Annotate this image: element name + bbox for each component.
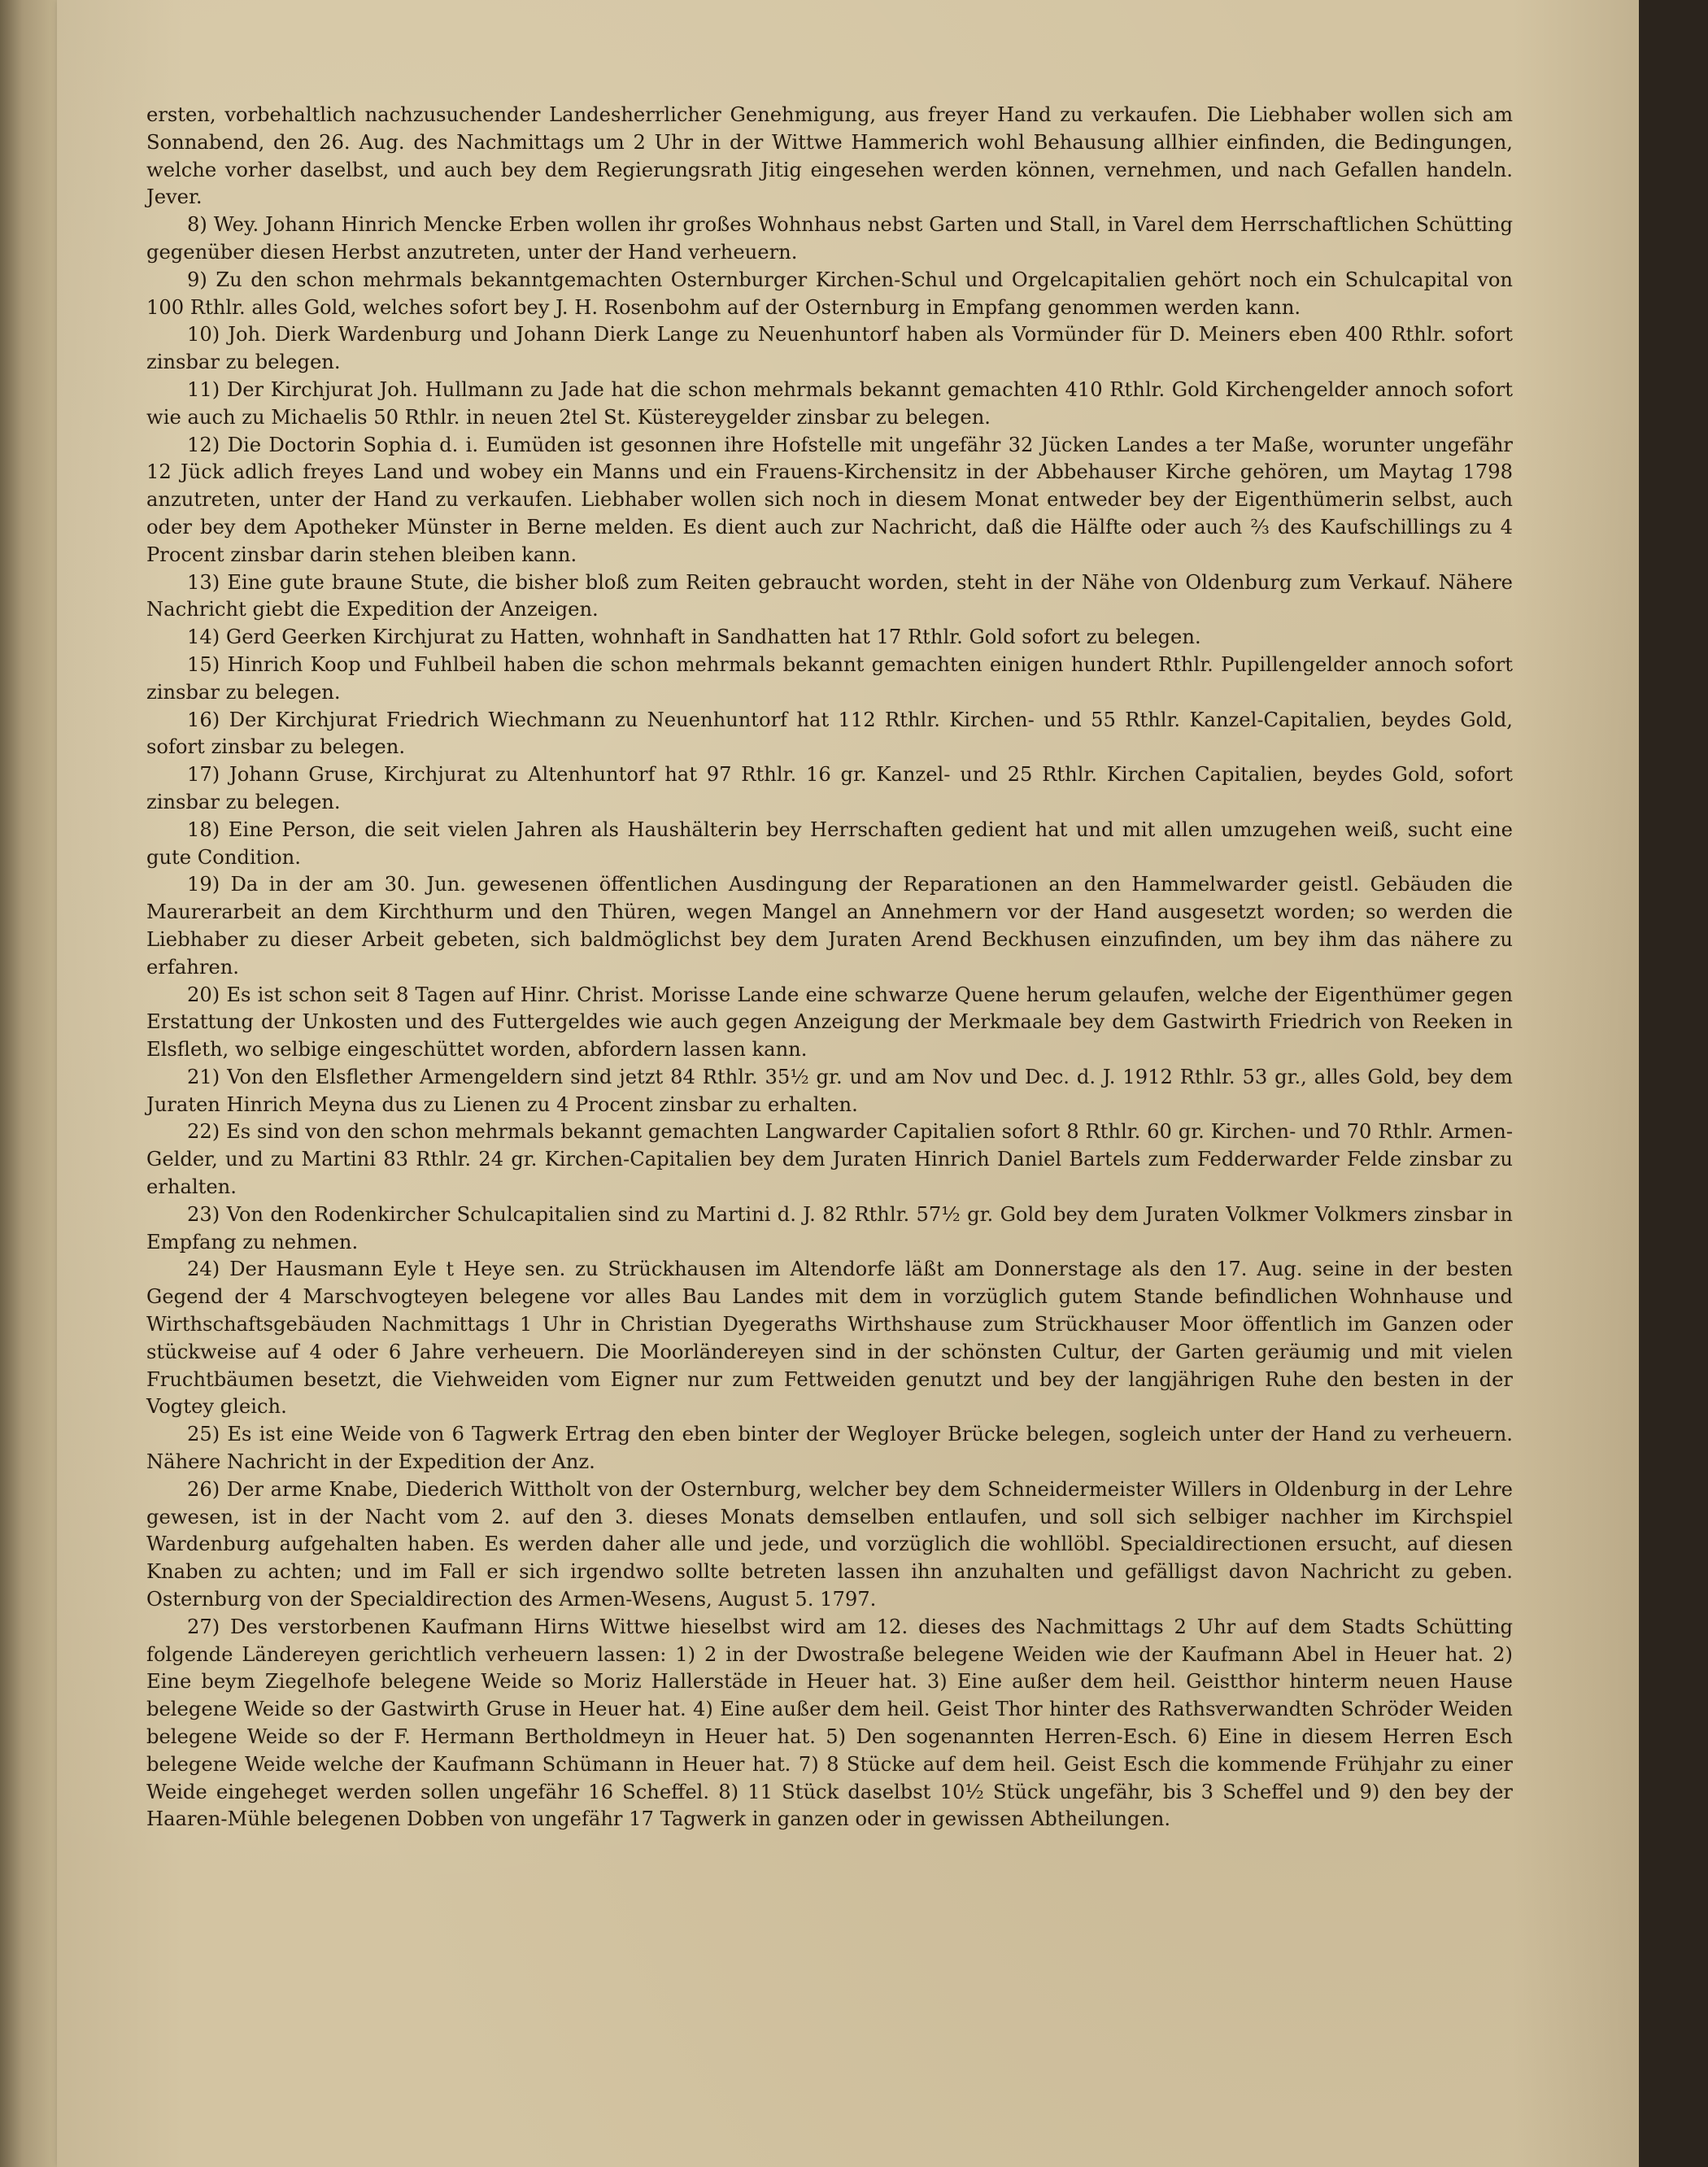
notice-25: 25) Es ist eine Weide von 6 Tagwerk Ertrag den eben binter der Wegloyer Brücke belegen, sogleich unter der Hand zu verheuern. Nähere Nachricht in der Expedition der Anz. <box>146 1423 1513 1474</box>
notice-24: 24) Der Hausmann Eyle t Heye sen. zu Strückhausen im Altendorfe läßt am Donnerstage als den 17. Aug. seine in der besten Gegend der 4 Marschvogteyen belegene vor alles Bau Landes mit dem in vorzüglich gutem Stande befindlichen Wohnhause und Wirthschaftsgebäuden Nachmittags 1 Uhr in Christian Dyegeraths Wirthshause zum Strückhauser Moor öffentlich im Ganzen oder stückweise auf 4 oder 6 Jahre verheuern. Die Moorländereyen sind in der schönsten Cultur, der Garten geräumig und mit vielen Fruchtbäumen besetzt, die Viehweiden vom Eigner nur zum Fettweiden genutzt und bey der langjährigen Ruhe den besten in der Vogtey gleich. <box>146 1258 1513 1419</box>
notice-10: 10) Joh. Dierk Wardenburg und Johann Dierk Lange zu Neuenhuntorf haben als Vormünder für D. Meiners eben 400 Rthlr. sofort zinsbar zu belegen. <box>146 323 1513 374</box>
notice-27: 27) Des verstorbenen Kaufmann Hirns Wittwe hieselbst wird am 12. dieses des Nachmittags 2 Uhr auf dem Stadts Schütting folgende Ländereyen gerichtlich verheuern lassen: 1) 2 in der Dwostraße belegene Weiden wie der Kaufmann Abel in Heuer hat. 2) Eine beym Ziegelhofe belegene Weide so Moriz Hallerstäde in Heuer hat. 3) Eine außer dem heil. Geistthor hinterm neuen Hause belegene Weide so der Gastwirth Gruse in Heuer hat. 4) Eine außer dem heil. Geist Thor hinter des Rathsverwandten Schröder Weiden belegene Weide so der F. Hermann Bertholdmeyn in Heuer hat. 5) Den sogenannten Herren-Esch. 6) Eine in diesem Herren Esch belegene Weide welche der Kaufmann Schümann in Heuer hat. 7) 8 Stücke auf dem heil. Geist Esch die kommende Frühjahr zu einer Weide eingeheget werden sollen ungefähr 16 Scheffel. 8) 11 Stück daselbst 10½ Stück ungefähr, bis 3 Scheffel und 9) den bey der Haaren-Mühle belegenen Dobben von ungefähr 17 Tagwerk in ganzen oder in gewissen Abtheilungen. <box>146 1615 1513 1831</box>
notice-17: 17) Johann Gruse, Kirchjurat zu Altenhuntorf hat 97 Rthlr. 16 gr. Kanzel- und 25 Rthlr. Kirchen Capitalien, beydes Gold, sofort zinsbar zu belegen. <box>146 763 1513 813</box>
notice-21: 21) Von den Elsflether Armengeldern sind jetzt 84 Rthlr. 35½ gr. und am Nov und Dec. d. J. 1912 Rthlr. 53 gr., alles Gold, bey dem Juraten Hinrich Meyna dus zu Lienen zu 4 Procent zinsbar zu erhalten. <box>146 1065 1513 1116</box>
notice-23: 23) Von den Rodenkircher Schulcapitalien sind zu Martini d. J. 82 Rthlr. 57½ gr. Gold bey dem Juraten Volkmer Volkmers zinsbar in Empfang zu nehmen. <box>146 1202 1513 1254</box>
notice-16: 16) Der Kirchjurat Friedrich Wiechmann zu Neuenhuntorf hat 112 Rthlr. Kirchen- und 55 Rthlr. Kanzel-Capitalien, beydes Gold, sofort zinsbar zu belegen. <box>146 708 1513 759</box>
notice-19: 19) Da in der am 30. Jun. gewesenen öffentlichen Ausdingung der Reparationen an den Hammelwarder geistl. Gebäuden die Maurerarbeit an dem Kirchthurm und den Thüren, wegen Mangel an Annehmern vor der Hand ausgesetzt worden; so werden die Liebhaber zu dieser Arbeit gebeten, sich baldmöglichst bey dem Juraten Arend Beckhusen einzufinden, um bey ihm das nähere zu erfahren. <box>146 873 1513 979</box>
notice-22: 22) Es sind von den schon mehrmals bekannt gemachten Langwarder Capitalien sofort 8 Rthlr. 60 gr. Kirchen- und 70 Rthlr. Armen-Gelder, und zu Martini 83 Rthlr. 24 gr. Kirchen-Capitalien bey dem Juraten Hinrich Daniel Bartels zum Fedderwarder Felde zinsbar zu erhalten. <box>146 1120 1513 1199</box>
notice-8: 8) Wey. Johann Hinrich Mencke Erben wollen ihr großes Wohnhaus nebst Garten und Stall, in Varel dem Herrschaftlichen Schütting gegenüber diesen Herbst anzutreten, unter der Hand verheuern. <box>146 213 1513 264</box>
notice-11: 11) Der Kirchjurat Joh. Hullmann zu Jade hat die schon mehrmals bekannt gemachten 410 Rthlr. Gold Kirchengelder annoch sofort wie auch zu Michaelis 50 Rthlr. in neuen 2tel St. Küstereygelder zinsbar zu belegen. <box>146 377 1513 429</box>
book-gutter <box>0 0 57 2167</box>
notice-18: 18) Eine Person, die seit vielen Jahren als Haushälterin bey Herrschaften gedient hat und mit allen umzugehen weiß, sucht eine gute Condition. <box>146 818 1513 869</box>
document-page <box>57 0 1639 2167</box>
scan-background <box>1639 0 1708 2167</box>
notice-14: 14) Gerd Geerken Kirchjurat zu Hatten, wohnhaft in Sandhatten hat 17 Rthlr. Gold sofort zu belegen. <box>187 626 1201 649</box>
notice-9: 9) Zu den schon mehrmals bekanntgemachten Osternburger Kirchen-Schul und Orgelcapitalien gehört noch ein Schulcapital von 100 Rthlr. alles Gold, welches sofort bey J. H. Rosenbohm auf der Osternburg in Empfang genommen werden kann. <box>146 268 1513 319</box>
notice-12: 12) Die Doctorin Sophia d. i. Eumüden ist gesonnen ihre Hofstelle mit ungefähr 32 Jücken Landes a ter Maße, worunter ungefähr 12 Jück adlich freyes Land und wobey ein Manns und ein Frauens-Kirchensitz in der Abbehauser Kirche gehören, um Maytag 1798 anzutreten, unter der Hand zu verkaufen. Liebhaber wollen sich noch in diesem Monat entweder bey der Eigenthümerin selbst, auch oder bey dem Apotheker Münster in Berne melden. Es dient auch zur Nachricht, daß die Hälfte oder auch ⅔ des Kaufschillings zu 4 Procent zinsbar darin stehen bleiben kann. <box>146 433 1513 566</box>
notice-20: 20) Es ist schon seit 8 Tagen auf Hinr. Christ. Morisse Lande eine schwarze Quene herum gelaufen, welche der Eigenthümer gegen Erstattung der Unkosten und des Futtergeldes wie auch gegen Anzeigung der Merkmaale bey dem Gastwirth Friedrich von Reeken in Elsfleth, wo selbige eingeschüttet worden, abfordern lassen kann. <box>146 983 1513 1062</box>
notice-13: 13) Eine gute braune Stute, die bisher bloß zum Reiten gebraucht worden, steht in der Nähe von Oldenburg zum Verkauf. Nähere Nachricht giebt die Expedition der Anzeigen. <box>146 570 1513 621</box>
notice-26: 26) Der arme Knabe, Diederich Wittholt von der Osternburg, welcher bey dem Schneidermeister Willers in Oldenburg in der Lehre gewesen, ist in der Nacht vom 2. auf den 3. dieses Monats demselben entlaufen, und soll sich selbiger nachher im Kirchspiel Wardenburg aufgehalten haben. Es werden daher alle und jede, und vorzüglich die wohllöbl. Specialdirectionen ersucht, auf diesen Knaben zu achten; und im Fall er sich irgendwo sollte betreten lassen ihn anzuhalten und gefälligst davon Nachricht zu geben. Osternburg von der Specialdirection des Armen-Wesens, August 5. 1797. <box>146 1477 1513 1611</box>
notice-15: 15) Hinrich Koop und Fuhlbeil haben die schon mehrmals bekannt gemachten einigen hundert Rthlr. Pupillengelder annoch sofort zinsbar zu belegen. <box>146 652 1513 704</box>
notice-column <box>146 102 1513 1833</box>
notice-continuation: ersten, vorbehaltlich nachzusuchender Landesherrlicher Genehmigung, aus freyer Hand zu verkaufen. Die Liebhaber wollen sich am Sonnabend, den 26. Aug. des Nachmittags um 2 Uhr in der Wittwe Hammerich wohl Behausung allhier einfinden, die Bedingungen, welche vorher daselbst, und auch bey dem Regierungsrath Jitig eingesehen werden können, vernehmen, und nach Gefallen handeln. Jever. <box>146 103 1513 209</box>
